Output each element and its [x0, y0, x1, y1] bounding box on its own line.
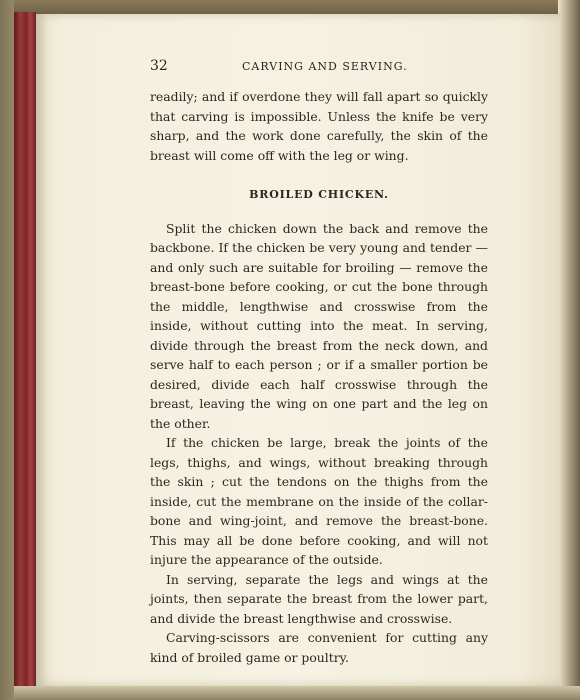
page-number: 32 — [150, 58, 168, 74]
paragraph-1: Split the chicken down the back and remove the backbone. If the chicken be very young and tender — and only such are suitable for broiling — remove the breast-bone before cooking, or cut the bone through the middle, lengthwise and crosswise from the inside, without cutting into the meat. In serving, divide through the breast from the neck down, and serve half to each person ; or if a smaller portion be desired, divide each half crosswise through the breast, leaving the wing on one part and the leg on the other. — [150, 220, 488, 431]
paragraph-2: If the chicken be large, break the joints of the legs, thighs, and wings, without breaking through the skin ; cut the tendons on the thighs from the inside, cut the membrane on the inside of the collar-bone and wing-joint, and remove the breast-bone. This may all be done before cooking, and will not injure the appearance of the outside. — [150, 435, 488, 567]
book-cover-left — [0, 0, 14, 700]
paragraph-4: Carving-scissors are convenient for cutting any kind of broiled game or poultry. — [150, 630, 488, 665]
book-bottom-edge — [14, 686, 580, 700]
page-body — [150, 87, 488, 667]
section-heading: BROILED CHICKEN. — [249, 188, 389, 201]
running-head: CARVING AND SERVING. — [242, 60, 408, 73]
continued-paragraph: readily; and if overdone they will fall apart so quickly that carving is impossible. Unless the knife be very sharp, and the work done carefully, the skin of the breast will come off with the leg or wing. — [150, 89, 488, 163]
paragraph-3: In serving, separate the legs and wings at the joints, then separate the breast from the lower part, and divide the breast lengthwise and crosswise. — [150, 571, 488, 626]
page-header — [150, 58, 488, 78]
page-stack-edge — [558, 0, 580, 700]
book-cover-top — [0, 0, 580, 14]
red-page-edge — [14, 12, 36, 692]
